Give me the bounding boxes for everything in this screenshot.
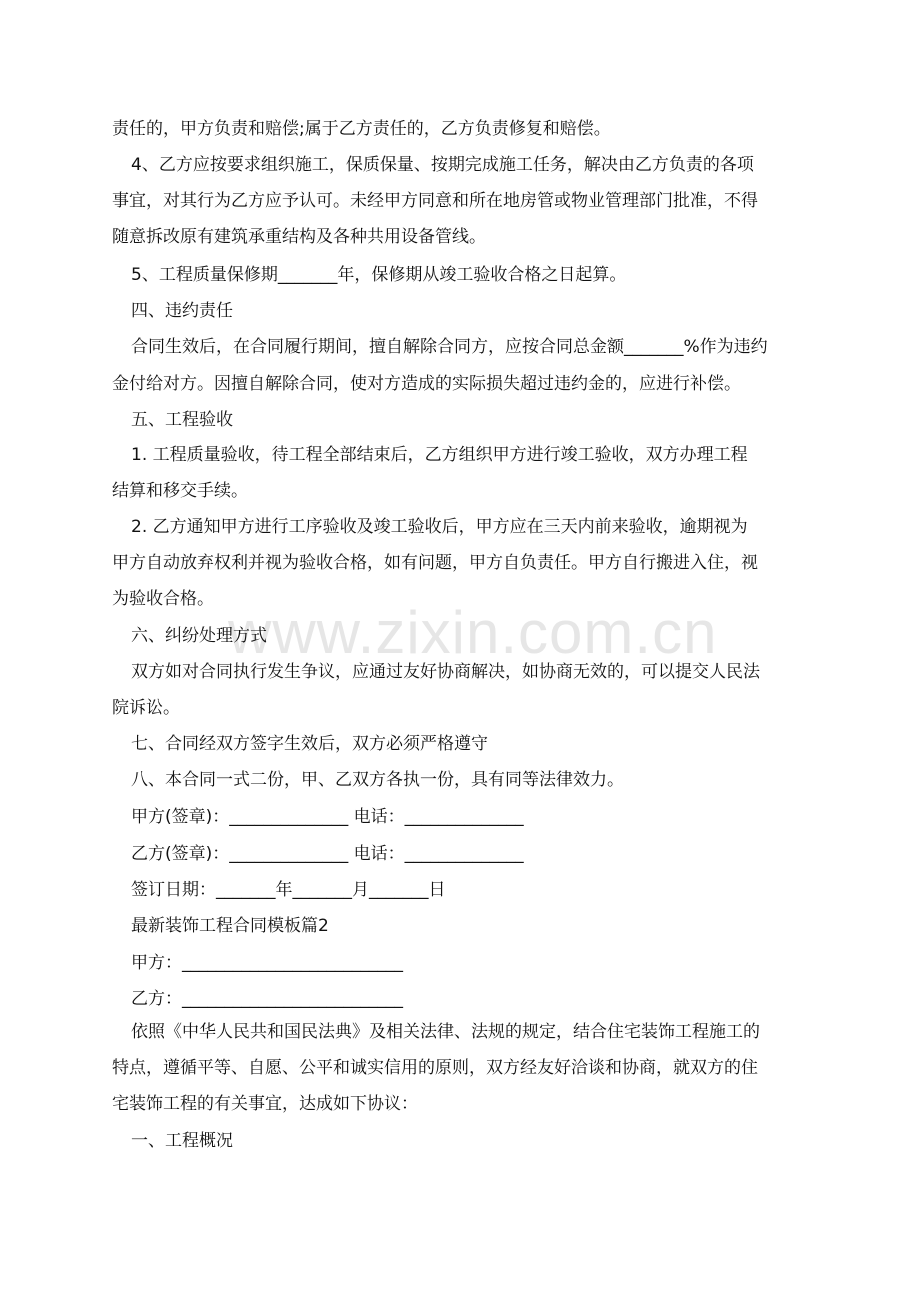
- section-heading: 一、工程概况: [131, 1131, 233, 1151]
- section-heading: 七、合同经双方签字生效后，双方必须严格遵守: [131, 734, 488, 754]
- clause-4-line: 4、乙方应按要求组织施工，保质保量、按期完成施工任务，解决由乙方负责的各项: [131, 155, 754, 175]
- section-heading: 六、纠纷处理方式: [131, 626, 267, 646]
- party-b-line: 乙方：__________________________: [131, 989, 403, 1009]
- paragraph-line: 为验收合格。: [112, 589, 214, 609]
- paragraph-line: 金付给对方。因擅自解除合同，使对方造成的实际损失超过违约金的，应进行补偿。: [112, 374, 741, 394]
- paragraph-line: 事宜，对其行为乙方应予认可。未经甲方同意和所在地房管或物业管理部门批准，不得: [112, 191, 758, 211]
- paragraph-line: 甲方自动放弃权利并视为验收合格，如有问题，甲方自负责任。甲方自行搬进入住，视: [112, 553, 758, 573]
- template-title: 最新装饰工程合同模板篇2: [131, 916, 329, 936]
- watermark: www.zixin.com.cn: [228, 599, 718, 666]
- clause-5-line: 5、工程质量保修期_______年，保修期从竣工验收合格之日起算。: [131, 265, 627, 285]
- paragraph-line: 依照《中华人民共和国民法典》及相关法律、法规的规定，结合住宅装饰工程施工的: [131, 1022, 760, 1042]
- party-a-signature-line: 甲方(签章)：______________ 电话：______________: [131, 807, 524, 827]
- paragraph-line: 宅装饰工程的有关事宜，达成如下协议：: [112, 1094, 418, 1114]
- paragraph-line: 特点，遵循平等、自愿、公平和诚实信用的原则，双方经友好洽谈和协商，就双方的住: [112, 1058, 758, 1078]
- section-heading: 四、违约责任: [131, 301, 233, 321]
- paragraph-line: 合同生效后，在合同履行期间，擅自解除合同方，应按合同总金额_______%作为违约: [131, 337, 768, 357]
- section-heading: 八、本合同一式二份，甲、乙双方各执一份，具有同等法律效力。: [131, 770, 624, 790]
- paragraph-line: 责任的，甲方负责和赔偿;属于乙方责任的，乙方负责修复和赔偿。: [112, 119, 611, 139]
- party-a-line: 甲方：__________________________: [131, 953, 403, 973]
- party-b-signature-line: 乙方(签章)：______________ 电话：______________: [131, 844, 524, 864]
- signing-date-line: 签订日期：_______年_______月_______日: [131, 880, 446, 900]
- paragraph-line: 双方如对合同执行发生争议，应通过友好协商解决，如协商无效的，可以提交人民法: [131, 662, 760, 682]
- paragraph-line: 随意拆改原有建筑承重结构及各种共用设备管线。: [112, 227, 486, 247]
- section-heading: 五、工程验收: [131, 410, 233, 430]
- clause-1-line: 1. 工程质量验收，待工程全部结束后，乙方组织甲方进行竣工验收，双方办理工程: [131, 445, 748, 465]
- paragraph-line: 院诉讼。: [112, 698, 180, 718]
- paragraph-line: 结算和移交手续。: [112, 481, 248, 501]
- clause-2-line: 2. 乙方通知甲方进行工序验收及竣工验收后，甲方应在三天内前来验收，逾期视为: [131, 517, 748, 537]
